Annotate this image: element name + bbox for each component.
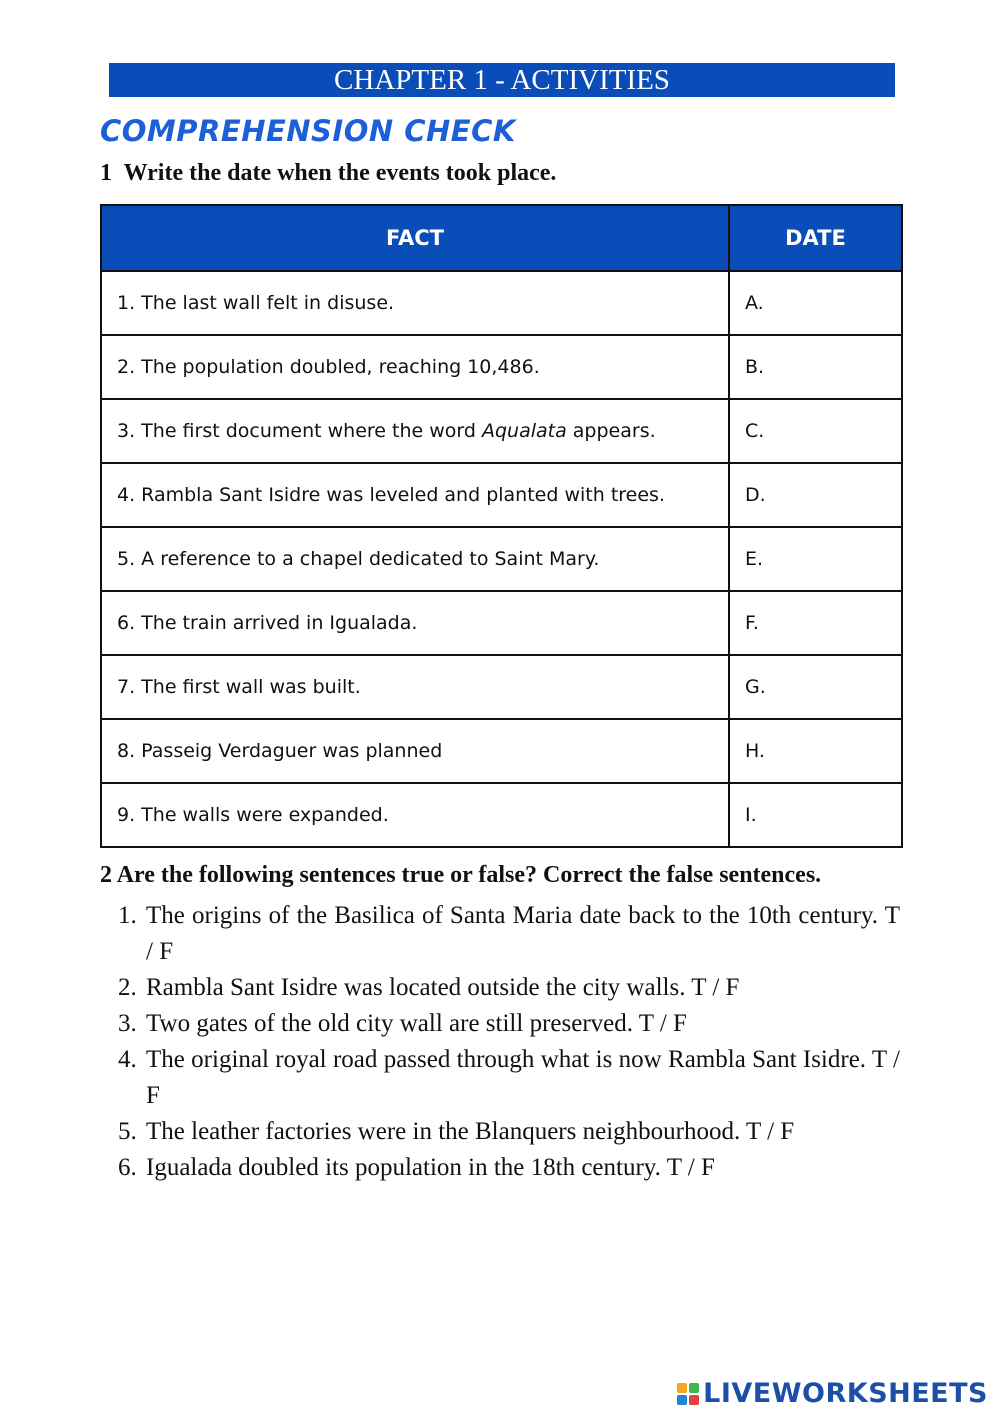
- item-number: 4.: [118, 1046, 137, 1073]
- item-text[interactable]: The leather factories were in the Blanquers neighbourhood. T / F: [146, 1118, 795, 1145]
- question-2-prompt: Are the following sentences true or false? Correct the false sentences.: [116, 862, 822, 888]
- question-1-title: [100, 160, 556, 187]
- fact-cell: 8. Passeig Verdaguer was planned: [101, 719, 729, 783]
- table-row: [101, 655, 902, 719]
- true-false-list: [118, 898, 900, 1186]
- date-answer-cell[interactable]: F.: [729, 591, 902, 655]
- item-number: 6.: [118, 1154, 137, 1181]
- list-item: [118, 1114, 900, 1150]
- date-answer-cell[interactable]: H.: [729, 719, 902, 783]
- fact-cell: 6. The train arrived in Igualada.: [101, 591, 729, 655]
- date-answer-cell[interactable]: E.: [729, 527, 902, 591]
- logo-tile: [677, 1383, 687, 1393]
- item-number: 5.: [118, 1118, 137, 1145]
- date-answer-cell[interactable]: C.: [729, 399, 902, 463]
- fact-cell: [101, 399, 729, 463]
- fact-cell: 9. The walls were expanded.: [101, 783, 729, 847]
- fact-column-header: FACT: [101, 205, 729, 271]
- chapter-title: CHAPTER 1 - ACTIVITIES: [334, 64, 670, 96]
- fact-text: appears.: [566, 420, 656, 442]
- question-2-number: 2: [100, 862, 112, 888]
- logo-tile: [689, 1383, 699, 1393]
- date-answer-cell[interactable]: I.: [729, 783, 902, 847]
- section-heading: COMPREHENSION CHECK: [100, 114, 516, 148]
- logo-tile: [677, 1395, 687, 1405]
- question-1-prompt: Write the date when the events took place.: [123, 160, 557, 186]
- fact-text: 3. The first document where the word: [117, 420, 482, 442]
- date-answer-cell[interactable]: A.: [729, 271, 902, 335]
- item-text[interactable]: The origins of the Basilica of Santa Maria date back to the 10th century. T / F: [146, 902, 900, 965]
- list-item: [118, 1006, 900, 1042]
- fact-italic-word: Aqualata: [481, 420, 567, 442]
- date-answer-cell[interactable]: B.: [729, 335, 902, 399]
- fact-cell: 4. Rambla Sant Isidre was leveled and planted with trees.: [101, 463, 729, 527]
- chapter-banner: [109, 63, 895, 97]
- table-row: [101, 463, 902, 527]
- list-item: [118, 898, 900, 970]
- question-2-title: [100, 862, 821, 889]
- date-answer-cell[interactable]: D.: [729, 463, 902, 527]
- fact-cell: 2. The population doubled, reaching 10,486.: [101, 335, 729, 399]
- table-row: [101, 399, 902, 463]
- item-number: 2.: [118, 974, 137, 1001]
- list-item: [118, 1150, 900, 1186]
- table-row: [101, 591, 902, 655]
- item-text[interactable]: Igualada doubled its population in the 18th century. T / F: [146, 1154, 715, 1181]
- fact-cell: 7. The first wall was built.: [101, 655, 729, 719]
- item-text[interactable]: The original royal road passed through what is now Rambla Sant Isidre. T / F: [146, 1046, 900, 1109]
- fact-cell: 1. The last wall felt in disuse.: [101, 271, 729, 335]
- fact-cell: 5. A reference to a chapel dedicated to Saint Mary.: [101, 527, 729, 591]
- question-1-number: 1: [100, 160, 112, 186]
- logo-text: LIVEWORKSHEETS: [703, 1378, 988, 1409]
- facts-table: [100, 204, 903, 848]
- liveworksheets-logo-icon: [677, 1383, 699, 1405]
- table-row: [101, 783, 902, 847]
- table-row: [101, 335, 902, 399]
- item-text[interactable]: Rambla Sant Isidre was located outside the city walls. T / F: [146, 974, 740, 1001]
- table-row: [101, 527, 902, 591]
- list-item: [118, 970, 900, 1006]
- logo-tile: [689, 1395, 699, 1405]
- liveworksheets-logo[interactable]: [677, 1378, 988, 1409]
- date-answer-cell[interactable]: G.: [729, 655, 902, 719]
- item-text[interactable]: Two gates of the old city wall are still preserved. T / F: [146, 1010, 687, 1037]
- list-item: [118, 1042, 900, 1114]
- item-number: 3.: [118, 1010, 137, 1037]
- item-number: 1.: [118, 902, 137, 929]
- table-row: [101, 719, 902, 783]
- date-column-header: DATE: [729, 205, 902, 271]
- table-header-row: [101, 205, 902, 271]
- table-row: [101, 271, 902, 335]
